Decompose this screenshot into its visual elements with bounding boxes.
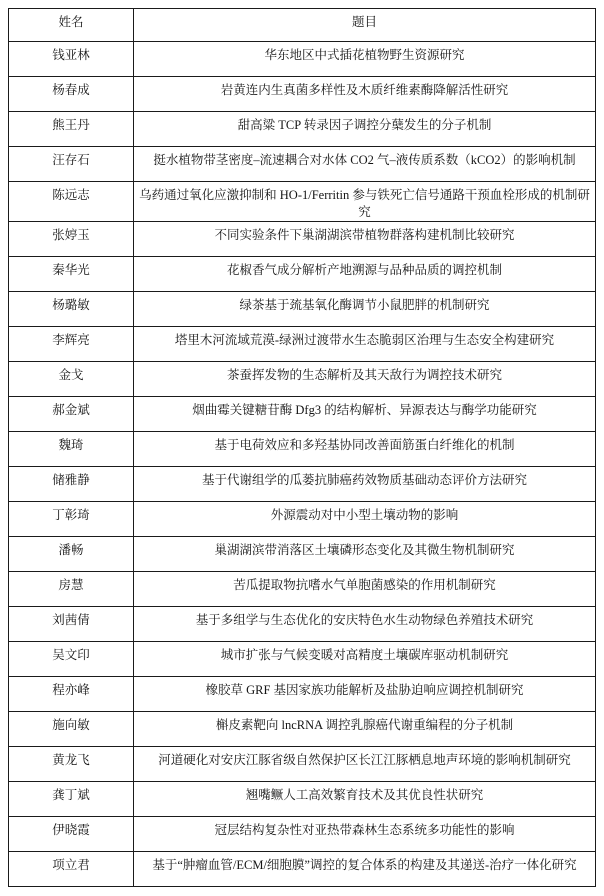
student-name: 黄龙飞 <box>9 746 134 781</box>
thesis-title: 岩黄连内生真菌多样性及木质纤维素酶降解活性研究 <box>134 77 596 112</box>
table-body <box>9 42 596 887</box>
student-name: 刘茜倩 <box>9 606 134 641</box>
student-name: 李辉亮 <box>9 326 134 361</box>
table-row <box>9 291 596 326</box>
table-row <box>9 431 596 466</box>
thesis-title: 冠层结构复杂性对亚热带森林生态系统多功能性的影响 <box>134 816 596 851</box>
thesis-title: 乌药通过氧化应激抑制和 HO-1/Ferritin 参与铁死亡信号通路干预血栓形成的机制研究 <box>134 182 596 222</box>
table-row <box>9 77 596 112</box>
thesis-title: 绿茶基于巯基氧化酶调节小鼠肥胖的机制研究 <box>134 291 596 326</box>
student-name: 金戈 <box>9 361 134 396</box>
student-name: 龚丁斌 <box>9 781 134 816</box>
thesis-title: 挺水植物带茎密度–流速耦合对水体 CO2 气–液传质系数（kCO2）的影响机制 <box>134 147 596 182</box>
table-row <box>9 466 596 501</box>
thesis-title: 塔里木河流域荒漠-绿洲过渡带水生态脆弱区治理与生态安全构建研究 <box>134 326 596 361</box>
table-row <box>9 396 596 431</box>
table-row <box>9 147 596 182</box>
student-name: 丁彰琦 <box>9 501 134 536</box>
thesis-roster-table <box>8 8 596 887</box>
thesis-title: 基于电荷效应和多羟基协同改善面筋蛋白纤维化的机制 <box>134 431 596 466</box>
table-row <box>9 256 596 291</box>
table-row <box>9 112 596 147</box>
thesis-title: 河道硬化对安庆江豚省级自然保护区长江江豚栖息地声环境的影响机制研究 <box>134 746 596 781</box>
thesis-title: 不同实验条件下巢湖湖滨带植物群落构建机制比较研究 <box>134 221 596 256</box>
table-row <box>9 641 596 676</box>
student-name: 储雅静 <box>9 466 134 501</box>
thesis-title: 花椒香气成分解析产地溯源与品种品质的调控机制 <box>134 256 596 291</box>
thesis-title: 槲皮素靶向 lncRNA 调控乳腺癌代谢重编程的分子机制 <box>134 711 596 746</box>
student-name: 陈远志 <box>9 182 134 222</box>
table-row <box>9 851 596 886</box>
thesis-title: 华东地区中式插花植物野生资源研究 <box>134 42 596 77</box>
student-name: 郝金斌 <box>9 396 134 431</box>
student-name: 程亦峰 <box>9 676 134 711</box>
column-header-name: 姓名 <box>9 9 134 42</box>
thesis-title: 外源震动对中小型土壤动物的影响 <box>134 501 596 536</box>
table-row <box>9 746 596 781</box>
table-row <box>9 501 596 536</box>
header-row <box>9 9 596 42</box>
student-name: 房慧 <box>9 571 134 606</box>
student-name: 项立君 <box>9 851 134 886</box>
table-row <box>9 816 596 851</box>
thesis-title: 茶蚕挥发物的生态解析及其天敌行为调控技术研究 <box>134 361 596 396</box>
table-row <box>9 182 596 222</box>
student-name: 吴文印 <box>9 641 134 676</box>
thesis-title: 翘嘴鳜人工高效繁育技术及其优良性状研究 <box>134 781 596 816</box>
student-name: 钱亚林 <box>9 42 134 77</box>
thesis-title: 基于代谢组学的瓜蒌抗肺癌药效物质基础动态评价方法研究 <box>134 466 596 501</box>
thesis-title: 烟曲霉关键糖苷酶 Dfg3 的结构解析、异源表达与酶学功能研究 <box>134 396 596 431</box>
table-row <box>9 221 596 256</box>
thesis-title: 巢湖湖滨带消落区土壤磷形态变化及其微生物机制研究 <box>134 536 596 571</box>
thesis-title: 甜高粱 TCP 转录因子调控分蘖发生的分子机制 <box>134 112 596 147</box>
student-name: 秦华光 <box>9 256 134 291</box>
student-name: 张婷玉 <box>9 221 134 256</box>
table-row <box>9 361 596 396</box>
student-name: 潘畅 <box>9 536 134 571</box>
table-row <box>9 781 596 816</box>
thesis-title: 橡胶草 GRF 基因家族功能解析及盐胁迫响应调控机制研究 <box>134 676 596 711</box>
table-row <box>9 676 596 711</box>
table-row <box>9 606 596 641</box>
student-name: 汪存石 <box>9 147 134 182</box>
thesis-title: 基于“肿瘤血管/ECM/细胞膜”调控的复合体系的构建及其递送-治疗一体化研究 <box>134 851 596 886</box>
thesis-title: 苦瓜提取物抗嗜水气单胞菌感染的作用机制研究 <box>134 571 596 606</box>
column-header-title: 题目 <box>134 9 596 42</box>
student-name: 杨璐敏 <box>9 291 134 326</box>
student-name: 熊王丹 <box>9 112 134 147</box>
table-row <box>9 711 596 746</box>
table-row <box>9 326 596 361</box>
thesis-title: 城市扩张与气候变暖对高精度土壤碳库驱动机制研究 <box>134 641 596 676</box>
student-name: 杨春成 <box>9 77 134 112</box>
table-row <box>9 536 596 571</box>
student-name: 施向敏 <box>9 711 134 746</box>
table-row <box>9 42 596 77</box>
student-name: 魏琦 <box>9 431 134 466</box>
thesis-title: 基于多组学与生态优化的安庆特色水生动物绿色养殖技术研究 <box>134 606 596 641</box>
table-row <box>9 571 596 606</box>
student-name: 伊晓霞 <box>9 816 134 851</box>
